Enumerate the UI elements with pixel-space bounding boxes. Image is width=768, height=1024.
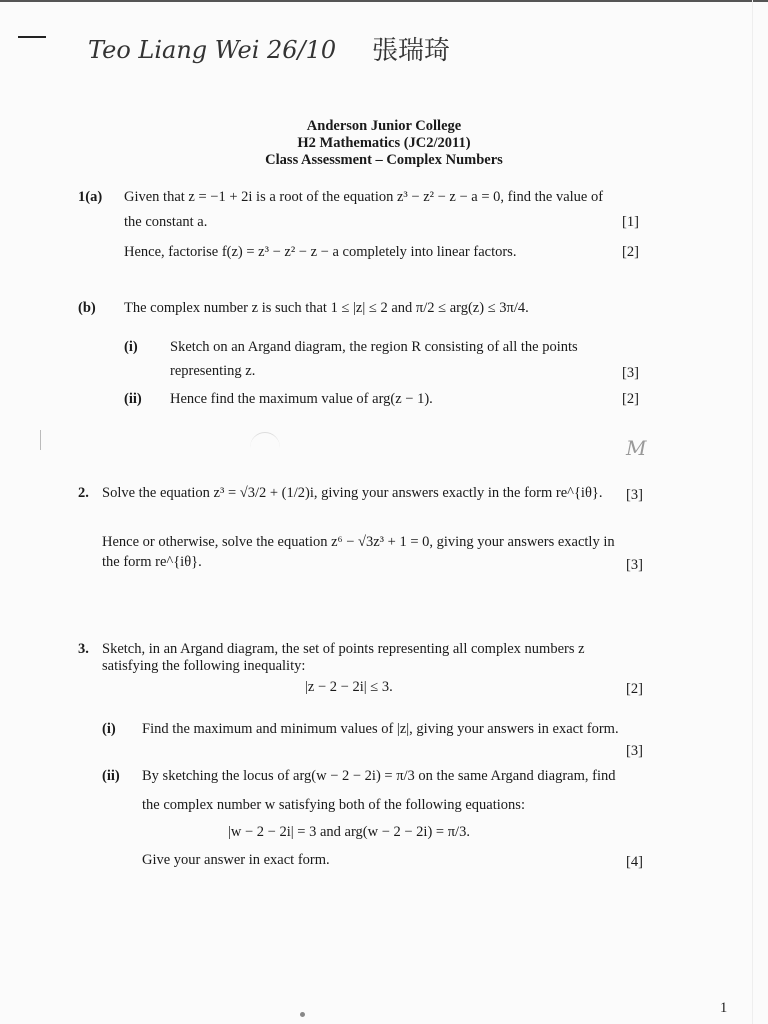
q1a-mark-1: [1] (622, 214, 639, 230)
q1b-i-label: (i) (124, 339, 138, 355)
q3-label: 3. (78, 641, 89, 657)
stray-pencil-mark (40, 430, 41, 450)
q1b-ii-mark: [2] (622, 391, 639, 407)
q2-mark-2: [3] (626, 557, 643, 573)
subject-line: H2 Mathematics (JC2/2011) (297, 135, 471, 151)
right-edge-smudge (752, 0, 753, 1024)
pen-dash-mark (18, 36, 46, 38)
q1b-i-text-line2: representing z. (170, 363, 256, 379)
faint-arc-mark (250, 432, 280, 463)
assessment-title: Class Assessment – Complex Numbers (265, 152, 503, 168)
handwritten-chinese-note: 張瑞琦 (372, 36, 451, 66)
q3-text-line2: satisfying the following inequality: (102, 658, 306, 674)
q3-ii-label: (ii) (102, 768, 120, 784)
q3-inequality: |z − 2 − 2i| ≤ 3. (305, 679, 393, 695)
q1b-i-mark: [3] (622, 365, 639, 381)
hole-punch-dot (300, 1012, 305, 1017)
q1a-text-line2: the constant a. (124, 214, 208, 230)
q2-text-line1: Solve the equation z³ = √3/2 + (1/2)i, giving your answers exactly in the form re^{iθ}. (102, 485, 603, 501)
q1a-text-line3: Hence, factorise f(z) = z³ − z² − z − a completely into linear factors. (124, 244, 517, 260)
q1b-ii-label: (ii) (124, 391, 142, 407)
scan-edge-top (0, 0, 768, 2)
college-name: Anderson Junior College (306, 118, 462, 134)
q3-ii-text-line1: By sketching the locus of arg(w − 2 − 2i) = π/3 on the same Argand diagram, find (142, 768, 616, 784)
q1b-ii-text: Hence find the maximum value of arg(z − 1). (170, 391, 433, 407)
q3-ii-mark: [4] (626, 854, 643, 870)
q3-ii-text-line2: the complex number w satisfying both of the following equations: (142, 797, 525, 813)
q3-mark-0: [2] (626, 681, 643, 697)
page-number: 1 (720, 1000, 728, 1016)
handwritten-name-note: Teo Liang Wei 26/10 (88, 36, 337, 64)
q2-text-line2: Hence or otherwise, solve the equation z⁶ − √3z³ + 1 = 0, giving your answers exactly in (102, 534, 615, 550)
q2-label: 2. (78, 485, 89, 501)
q2-mark-1: [3] (626, 487, 643, 503)
q3-i-label: (i) (102, 721, 116, 737)
q2-text-line3: the form re^{iθ}. (102, 554, 202, 570)
handwritten-margin-mark: M (626, 436, 647, 460)
q1a-mark-2: [2] (622, 244, 639, 260)
q1b-text: The complex number z is such that 1 ≤ |z| ≤ 2 and π/2 ≤ arg(z) ≤ 3π/4. (124, 300, 529, 316)
q1a-text-line1: Given that z = −1 + 2i is a root of the equation z³ − z² − z − a = 0, find the value of (124, 189, 604, 205)
q1b-i-text-line1: Sketch on an Argand diagram, the region R consisting of all the points (170, 339, 578, 355)
q1a-label: 1(a) (78, 189, 103, 205)
q1b-label: (b) (78, 300, 96, 316)
q3-text-line1: Sketch, in an Argand diagram, the set of points representing all complex numbers z (102, 641, 585, 657)
q3-i-mark: [3] (626, 743, 643, 759)
q3-ii-text-line3: Give your answer in exact form. (142, 852, 330, 868)
q3-i-text: Find the maximum and minimum values of |z|, giving your answers in exact form. (142, 721, 619, 737)
q3-ii-equations: |w − 2 − 2i| = 3 and arg(w − 2 − 2i) = π/3. (228, 824, 470, 840)
